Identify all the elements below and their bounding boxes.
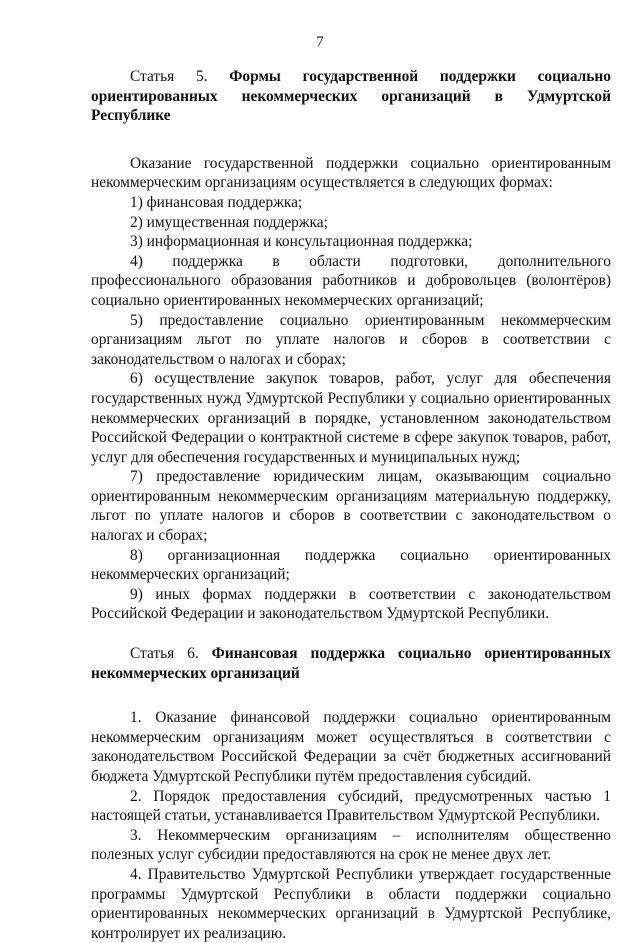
article-6-heading — [91, 644, 611, 683]
article-6-paragraph-4: 4. Правительство Удмуртской Республики утверждает государственные программы Удмуртской Республики в области поддержки социально ориентированных некоммерческих организаций в Удмуртской Республике, контролирует их реализацию. — [91, 865, 611, 942]
spacer — [91, 624, 611, 644]
article-5-intro: Оказание государственной поддержки социально ориентированным некоммерческим организациям осуществляется в следующих формах: — [91, 154, 611, 192]
article-5-item-6: 6) осуществление закупок товаров, работ, услуг для обеспечения государственных нужд Удмуртской Республики у социально ориентированных некоммерческих организаций в порядке, установленном законодательством Российской Федерации о контрактной системе в сфере закупок товаров, работ, услуг для обеспечения государственных и муниципальных нужд; — [91, 370, 611, 466]
article-5-item-3: 3) информационная и консультационная поддержка; — [130, 233, 473, 251]
article-5-item-7: 7) предоставление юридическим лицам, оказывающим социально ориентированным некоммерческим организациям материальную поддержку, льгот по уплате налогов и сборов в соответствии с законодательством о налогах и сборах; — [91, 468, 611, 545]
article-5-item-2: 2) имущественная поддержка; — [130, 213, 328, 231]
spacer — [91, 126, 611, 154]
spacer — [91, 683, 611, 708]
article-5-item-4: 4) поддержка в области подготовки, дополнительного профессионального образования работников и добровольцев (волонтёров) социально ориентированных некоммерческих организаций; — [91, 252, 611, 309]
article-6-label: Статья 6. — [130, 645, 199, 663]
article-5-item-5: 5) предоставление социально ориентированным некоммерческим организациям льгот по уплате налогов и сборов в соответствии с законодательством о налогах и сборах; — [91, 311, 611, 368]
article-6-paragraph-1: 1. Оказание финансовой поддержки социально ориентированным некоммерческим организациям может осуществляться в соответствии с законодательством Российской Федерации за счёт бюджетных ассигнований бюджета Удмуртской Республики путём предоставления субсидий. — [91, 709, 611, 785]
article-6-paragraph-3: 3. Некоммерческим организациям – исполнителям общественно полезных услуг субсидии предоставляются на срок не менее двух лет. — [91, 826, 611, 864]
page-number: 7 — [316, 34, 324, 50]
article-5-title: Формы государственной поддержки социально ориентированных некоммерческих организаций в Удмуртской Республике — [91, 68, 611, 125]
article-6-paragraph-2: 2. Порядок предоставления субсидий, предусмотренных частью 1 настоящей статьи, устанавливается Правительством Удмуртской Республики. — [91, 787, 611, 825]
article-5-item-1: 1) финансовая поддержка; — [130, 193, 303, 211]
article-5-item-9: 9) иных формах поддержки в соответствии с законодательством Российской Федерации и законодательством Удмуртской Республики. — [91, 585, 611, 623]
article-5-heading — [91, 67, 611, 126]
document-body — [91, 67, 611, 943]
article-5-item-8: 8) организационная поддержка социально ориентированных некоммерческих организаций; — [91, 546, 611, 584]
article-5-label: Статья 5. — [130, 68, 208, 85]
article-6-title: Финансовая поддержка социально ориентированных некоммерческих организаций — [91, 645, 611, 682]
